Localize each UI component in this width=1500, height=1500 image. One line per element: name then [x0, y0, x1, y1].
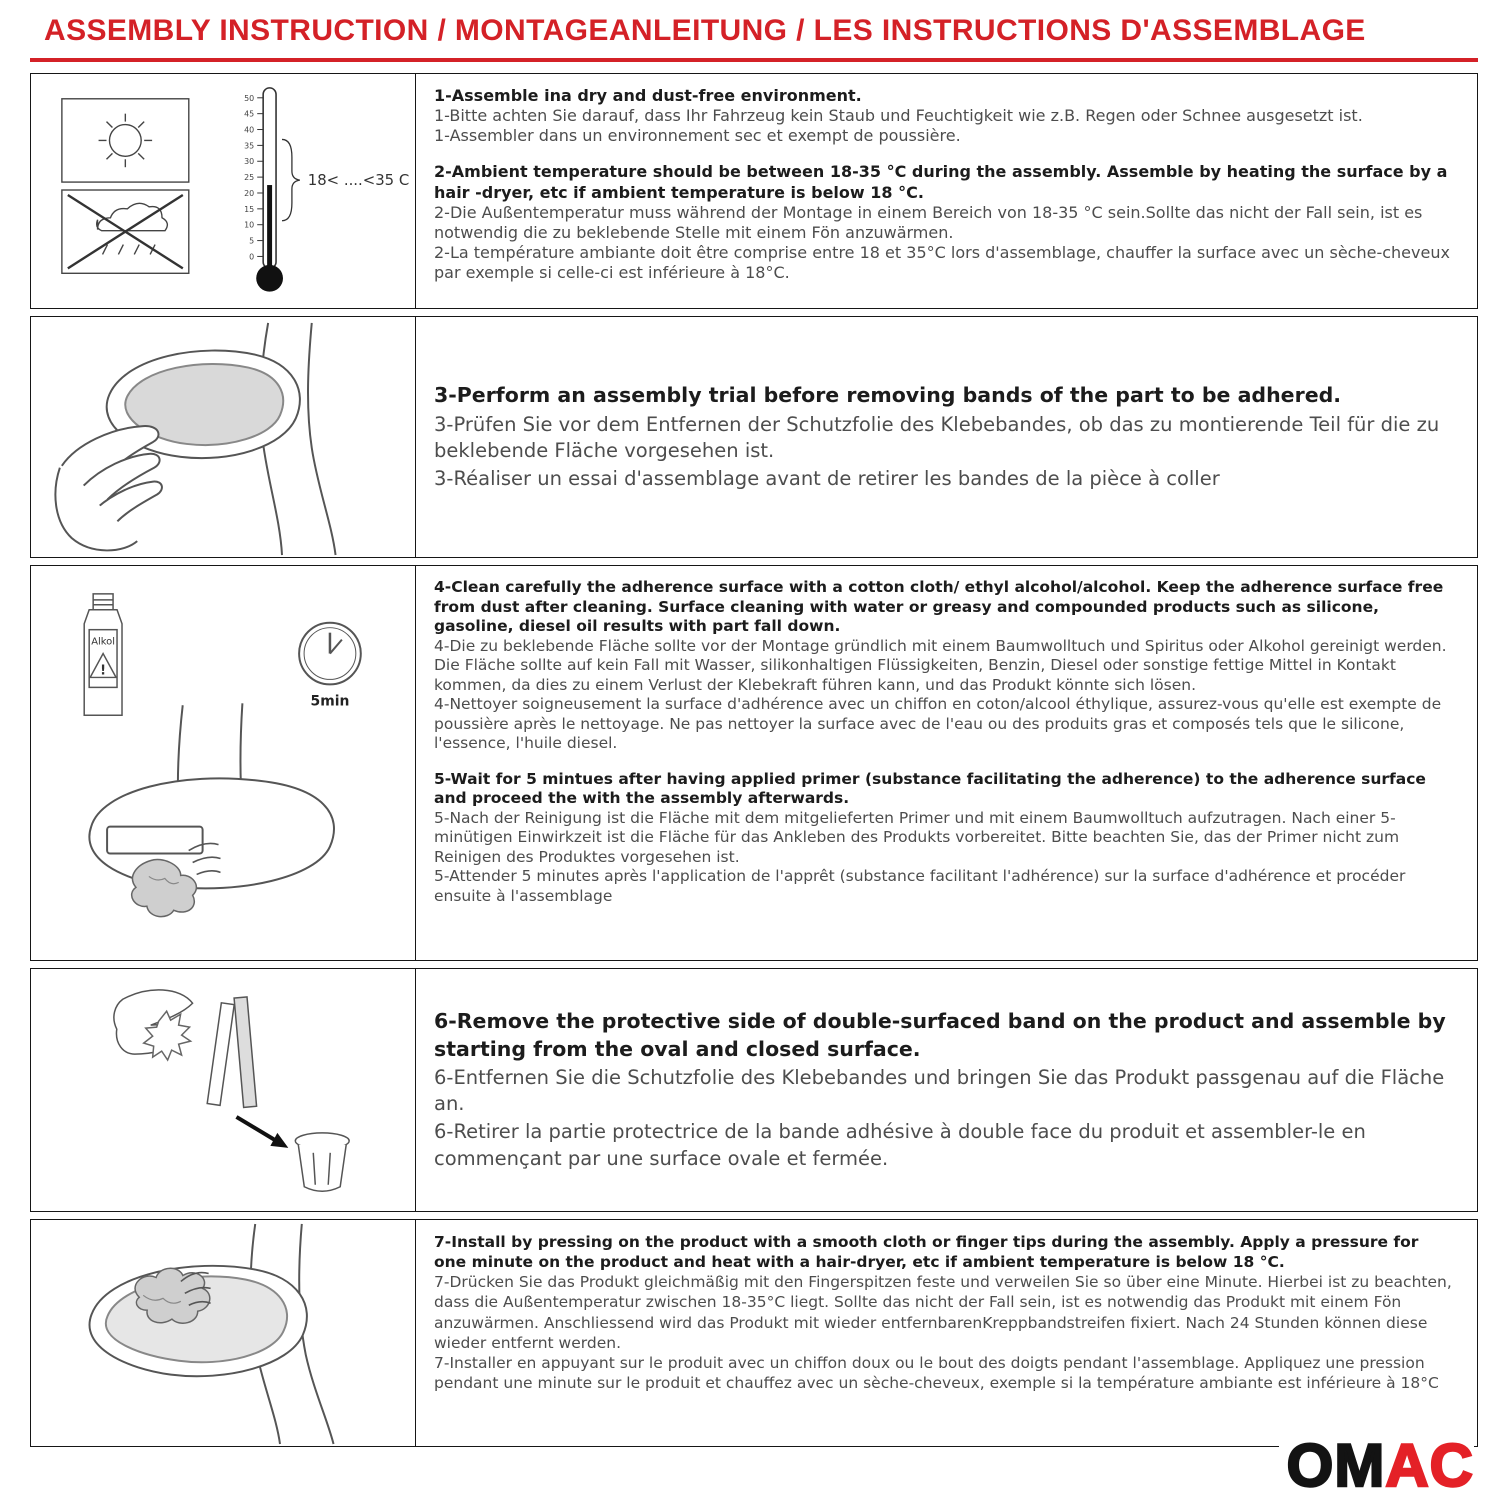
svg-text:0: 0	[249, 252, 255, 262]
svg-text:40: 40	[244, 125, 255, 135]
thermometer-tick-labels	[244, 94, 254, 262]
step-2-en: 2-Ambient temperature should be between 18-35 °C during the assembly. Assemble by heating the surface by a hair -dryer, etc if ambient temperature is below 18 °C.	[434, 162, 1448, 202]
hand-peeling-illustration	[114, 990, 349, 1191]
step-6-en: 6-Remove the protective side of double-surfaced band on the product and assemble by starting from the oval and closed surface.	[434, 1009, 1446, 1061]
step-3-fr: 3-Réaliser un essai d'assemblage avant de retirer les bandes de la pièce à coller	[434, 466, 1220, 490]
svg-text:30: 30	[244, 157, 255, 167]
step-4-de: 4-Die zu beklebende Fläche sollte vor der Montage gründlich mit einem Baumwolltuch und Spiritus oder Alkohol gereinigt werden. Die Fläche sollte auf kein Fall mit Wasser, silikonhaltigen Flüssigkeiten, Benzin, Diesel oder sonstige fettige Mittel in Kontakt kommen, da dies zu einem Verlust der Klebekraft führen kann, und das Produkt könnte sich lösen.	[434, 636, 1447, 694]
svg-text:!: !	[100, 663, 107, 679]
environment-temperature-drawing	[31, 74, 415, 308]
step-1-fr: 1-Assembler dans un environnement sec et exempt de poussière.	[434, 126, 961, 146]
paragraph-gap	[434, 146, 1455, 162]
step-7-en: 7-Install by pressing on the product with a smooth cloth or finger tips during the assembly. Apply a pressure for one minute on the product and heat with a hair-dryer, etc if ambient temperature is below 18 °C.	[434, 1233, 1419, 1272]
step-5-fr: 5-Attender 5 minutes après l'application de l'apprêt (substance facilitant l'adhérence) sur la surface d'adhérence et procéder ensuite à l'assemblage	[434, 867, 1406, 905]
illustration-assembly-trial	[31, 317, 416, 557]
svg-text:20: 20	[244, 188, 255, 198]
mirror-cleaning-illustration	[89, 703, 334, 916]
illustration-environment-temperature	[31, 74, 416, 308]
range-bracket	[282, 139, 300, 220]
step-2-fr: 2-La température ambiante doit être comprise entre 18 et 35°C lors d'assemblage, chauffer la surface avec un sèche-cheveux par exemple si celle-ci est inférieure à 18°C.	[434, 243, 1450, 283]
temperature-range-label: 18< ....<35 C	[307, 171, 410, 190]
svg-text:15: 15	[244, 204, 255, 214]
instruction-text-steps-1-2	[416, 74, 1477, 308]
instruction-row-2	[30, 316, 1478, 558]
svg-text:25: 25	[244, 173, 255, 183]
thermometer-ticks	[257, 98, 263, 257]
cleaning-drawing	[31, 566, 415, 960]
instruction-text-step-3	[416, 317, 1477, 557]
instruction-row-3	[30, 565, 1478, 961]
svg-text:50: 50	[244, 93, 255, 103]
mirror-cover-illustration	[55, 323, 335, 555]
mirror-trial-drawing	[31, 317, 415, 557]
svg-text:5min: 5min	[310, 693, 350, 710]
omac-logo	[1279, 1432, 1474, 1499]
step-1-de: 1-Bitte achten Sie darauf, dass Ihr Fahrzeug kein Staub und Feuchtigkeit wie z.B. Regen oder Schnee ausgesetzt ist.	[434, 106, 1363, 126]
svg-text:10: 10	[244, 220, 255, 230]
step-2-de: 2-Die Außentemperatur muss während der Montage in einem Bereich von 18-35 °C sein.Sollte das nicht der Fall sein, ist es notwendig die zu beklebende Stelle mit einem Fön anzuwärmen.	[434, 202, 1423, 242]
clock-icon	[299, 623, 361, 710]
instruction-row-4	[30, 968, 1478, 1212]
press-install-drawing	[31, 1220, 415, 1446]
step-5-en: 5-Wait for 5 mintues after having applied primer (substance facilitating the adherence) to the adherence surface and proceed the with the assembly afterwards.	[434, 769, 1426, 808]
step-1-en: 1-Assemble ina dry and dust-free environment.	[434, 86, 862, 105]
instruction-row-1	[30, 73, 1478, 309]
step-3-de: 3-Prüfen Sie vor dem Entfernen der Schutzfolie des Klebebandes, ob das zu montierende Teil für die zu beklebende Fläche vorgesehen ist.	[434, 412, 1440, 462]
paragraph-gap	[434, 754, 1455, 770]
sun-box	[62, 99, 189, 182]
illustration-press-install	[31, 1220, 416, 1446]
svg-text:35: 35	[244, 141, 255, 151]
svg-text:5: 5	[249, 236, 255, 246]
press-cloth-illustration	[90, 1224, 334, 1444]
hand-icon	[55, 426, 162, 550]
step-6-de: 6-Entfernen Sie die Schutzfolie des Klebebandes und bringen Sie das Produkt passgenau auf die Fläche an.	[434, 1066, 1445, 1116]
illustration-cleaning	[31, 566, 416, 960]
svg-text:45: 45	[244, 109, 255, 119]
arrow-icon	[236, 1117, 288, 1148]
thermometer-icon	[244, 88, 409, 292]
step-3-en: 3-Perform an assembly trial before removing bands of the part to be adhered.	[434, 383, 1342, 408]
step-5-de: 5-Nach der Reinigung ist die Fläche mit dem mitgelieferten Primer und mit einem Baumwolltuch aufzutragen. Nach einer 5-minütigen Einwirkzeit ist die Fläche für das Ankleben des Produkts vorbereitet. Bitte beachten Sie, das der Primer nicht zum Reinigen des Produktes vorgesehen ist.	[434, 808, 1400, 866]
page-title: ASSEMBLY INSTRUCTION / MONTAGEANLEITUNG / LES INSTRUCTIONS D'ASSEMBLAGE	[44, 14, 1366, 47]
band-removal-drawing	[31, 969, 415, 1211]
svg-text:Alkol: Alkol	[91, 636, 116, 648]
trash-can-icon	[295, 1133, 349, 1191]
adhesive-strips-icon	[207, 997, 256, 1107]
step-4-fr: 4-Nettoyer soigneusement la surface d'adhérence avec un chiffon en coton/alcool éthylique, assurez-vous qu'elle est exempte de poussière après le nettoyage. Ne pas nettoyer la surface avec de l'eau ou des produits gras et composés tels que le silicone, l'essence, l'huile diesel.	[434, 695, 1442, 753]
step-6-fr: 6-Retirer la partie protectrice de la bande adhésive à double face du produit et assembler-le en commençant par une surface ovale et fermée.	[434, 1120, 1366, 1170]
step-7-de: 7-Drücken Sie das Produkt gleichmäßig mit den Fingerspitzen feste und verweilen Sie so über eine Minute. Hierbei ist zu beachten, dass die Außentemperatur zwischen 18-35°C liegt. Sollte das nicht der Fall sein, ist es notwendig das Produkt mit einem Fön anzuwärmen. Anschliessend wird das Produkt mit wieder entfernbarenKreppbandstreifen fixiert. Nach 24 Stunden können diese wieder entfernt werden.	[434, 1273, 1452, 1352]
step-7-fr: 7-Installer en appuyant sur le produit avec un chiffon doux ou le bout des doigts pendant l'assemblage. Appliquez une pression pendant une minute sur le produit et chauffez avec un sèche-cheveux, exemple si la température ambiante est inférieure à 18°C	[434, 1353, 1439, 1392]
instruction-row-5	[30, 1219, 1478, 1447]
omac-logo-red-part: AC	[1385, 1432, 1474, 1499]
instruction-text-step-7	[416, 1220, 1477, 1446]
alcohol-bottle-icon	[84, 594, 122, 715]
instruction-text-steps-4-5	[416, 566, 1477, 960]
no-rain-box	[62, 190, 189, 273]
step-4-en: 4-Clean carefully the adherence surface with a cotton cloth/ ethyl alcohol/alcohol. Keep the adherence surface free from dust after cleaning. Surface cleaning with water or greasy and compounded products such as silicone, gasoline, diesel oil results with part fall down.	[434, 578, 1444, 636]
omac-logo-black-part: OM	[1286, 1432, 1386, 1499]
illustration-band-removal	[31, 969, 416, 1211]
instruction-text-step-6	[416, 969, 1477, 1211]
title-divider	[30, 58, 1478, 62]
